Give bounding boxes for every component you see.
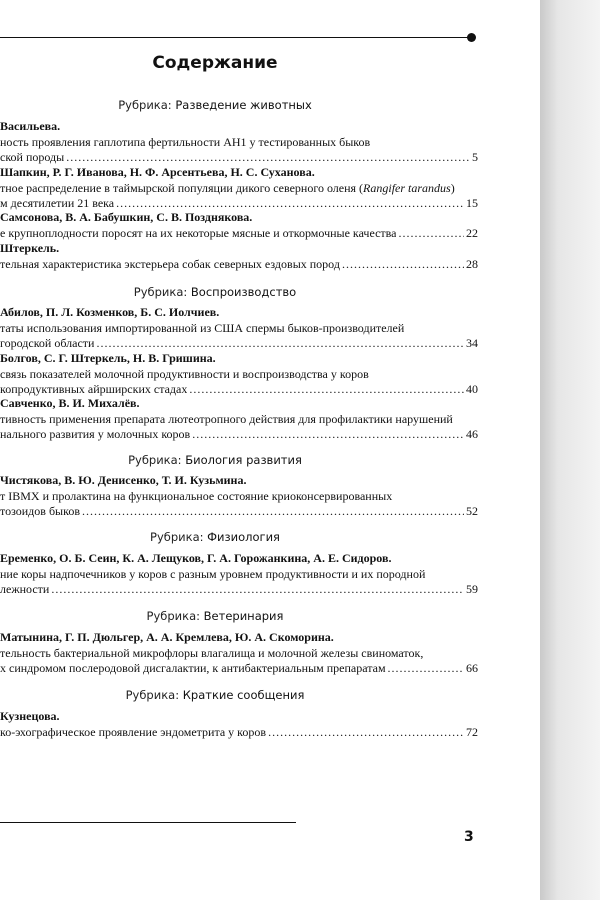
entry-title-line: городской области [0,336,95,350]
rubric-heading [0,530,430,544]
entry-page-number: 40 [466,382,478,396]
toc-entry[interactable] [0,119,478,166]
entry-title-line: лежности [0,582,50,596]
entry-last-line [0,257,478,273]
entry-title-line: тозоидов быков [0,504,81,518]
entry-last-line [0,582,478,598]
entry-title-line: ко-эхографическое проявление эндометрита у коров [0,724,267,739]
toc-entry[interactable] [0,305,478,352]
entry-authors: Еременко, О. Б. Сеин, К. А. Лещуков, Г. А. Горожанкина, А. Е. Сидоров. [0,551,392,565]
entry-last-line [0,661,478,677]
entry-title-line: нального развития у молочных коров [0,427,191,441]
toc-entry[interactable] [0,396,478,443]
entry-authors: Чистякова, В. Ю. Денисенко, Т. И. Кузьмина. [0,473,247,487]
rubric-name: Краткие сообщения [182,688,305,702]
entry-page-number: 52 [466,504,478,518]
entry-title-line: ность проявления гаплотипа фертильности АН1 у тестированных быков [0,134,371,149]
species-name: Rangifer tarandus [363,180,451,195]
entry-authors: Самсонова, В. А. Бабушкин, С. В. Позднякова. [0,210,253,224]
toc-entry[interactable] [0,473,478,520]
entry-title-line: ской породы [0,150,65,164]
leader-dots [66,150,470,165]
toc-entry[interactable] [0,351,478,398]
bottom-rule [0,822,296,823]
page-title: Содержание [152,53,278,73]
rubric-label: Рубрика: [125,688,183,702]
top-rule [0,37,468,38]
entry-last-line [0,226,478,242]
rubric-name: Физиология [207,530,280,544]
entry-page-number: 28 [466,256,478,271]
rubric-label: Рубрика: [146,609,204,623]
entry-authors: Болгов, С. Г. Штеркель, Н. В. Гришина. [0,351,216,365]
leader-dots [388,661,464,676]
rubric-heading [0,688,430,702]
entry-title-line: т IBMX и пролактина на функциональное состояние криоконсервированных [0,488,393,503]
entry-title-line: х синдромом послеродовой дисгалактии, к антибактериальным препаратам [0,661,386,675]
entry-authors: Савченко, В. И. Михалёв. [0,396,140,410]
entry-title-line: е крупноплодности поросят на их некоторые мясные и откормочные качества [0,225,397,240]
leader-dots [96,336,464,351]
rubric-heading [0,98,430,112]
entry-last-line [0,725,478,741]
entry-page-number: 15 [466,196,478,210]
entry-title-line: копродуктивных айрширских стадах [0,382,188,396]
entry-title-line: ние коры надпочечников у коров с разным уровнем продуктивности и их породной [0,566,426,581]
entry-page-number: 46 [466,427,478,441]
leader-dots [116,196,464,211]
top-rule-dot [467,33,476,42]
entry-page-number: 5 [472,150,478,164]
leader-dots [268,725,464,740]
entry-last-line [0,504,478,520]
entry-authors: Кузнецова. [0,709,60,723]
entry-title-line: тельность бактериальной микрофлоры влагалища и молочной железы свиноматок, [0,645,424,660]
leader-dots [192,427,464,442]
rubric-heading [0,609,430,623]
entry-title-line: тное распределение в таймырской популяции дикого северного оленя (Rangifer tarandus) [0,180,455,195]
entry-page-number: 22 [466,225,478,240]
page-edge-shadow [540,0,600,900]
leader-dots [398,226,464,241]
entry-last-line [0,336,478,352]
entry-authors: Васильева. [0,119,61,133]
toc-entry[interactable] [0,241,478,272]
toc-entry[interactable] [0,709,478,740]
entry-last-line [0,427,478,443]
toc-entry[interactable] [0,630,478,677]
entry-title-line: м десятилетии 21 века [0,196,115,210]
toc-entry[interactable] [0,210,478,241]
entry-page-number: 66 [466,661,478,675]
rubric-heading [0,285,430,299]
leader-dots [342,257,464,272]
leader-dots [189,382,464,397]
rubric-label: Рубрика: [118,98,176,112]
entry-authors: Шапкин, Р. Г. Иванова, Н. Ф. Арсентьева, Н. С. Суханова. [0,165,315,179]
rubric-heading [0,453,430,467]
entry-page-number: 72 [466,724,478,739]
page-number: 3 [464,829,474,845]
toc-entry[interactable] [0,551,478,598]
rubric-name: Разведение животных [175,98,312,112]
leader-dots [51,582,464,597]
rubric-label: Рубрика: [128,453,186,467]
entry-last-line [0,150,478,166]
rubric-name: Биология развития [185,453,302,467]
entry-title-line: тельная характеристика экстерьера собак северных ездовых пород [0,256,340,271]
entry-title-line: связь показателей молочной продуктивности и воспроизводства у коров [0,366,369,381]
entry-authors: Матынина, Г. П. Дюльгер, А. А. Кремлева, Ю. А. Скоморина. [0,630,334,644]
toc-entry[interactable] [0,165,478,212]
entry-authors: Штеркель. [0,241,60,255]
leader-dots [82,504,464,519]
entry-page-number: 59 [466,582,478,596]
entry-authors: Абилов, П. Л. Козменков, Б. С. Иолчиев. [0,305,220,319]
rubric-label: Рубрика: [150,530,208,544]
entry-page-number: 34 [466,336,478,350]
rubric-name: Воспроизводство [190,285,297,299]
rubric-name: Ветеринария [203,609,284,623]
entry-title-line: таты использования импортированной из США спермы быков-производителей [0,320,405,335]
entry-title-line: тивность применения препарата лютеотропного действия для профилактики нарушений [0,411,453,426]
rubric-label: Рубрика: [133,285,191,299]
